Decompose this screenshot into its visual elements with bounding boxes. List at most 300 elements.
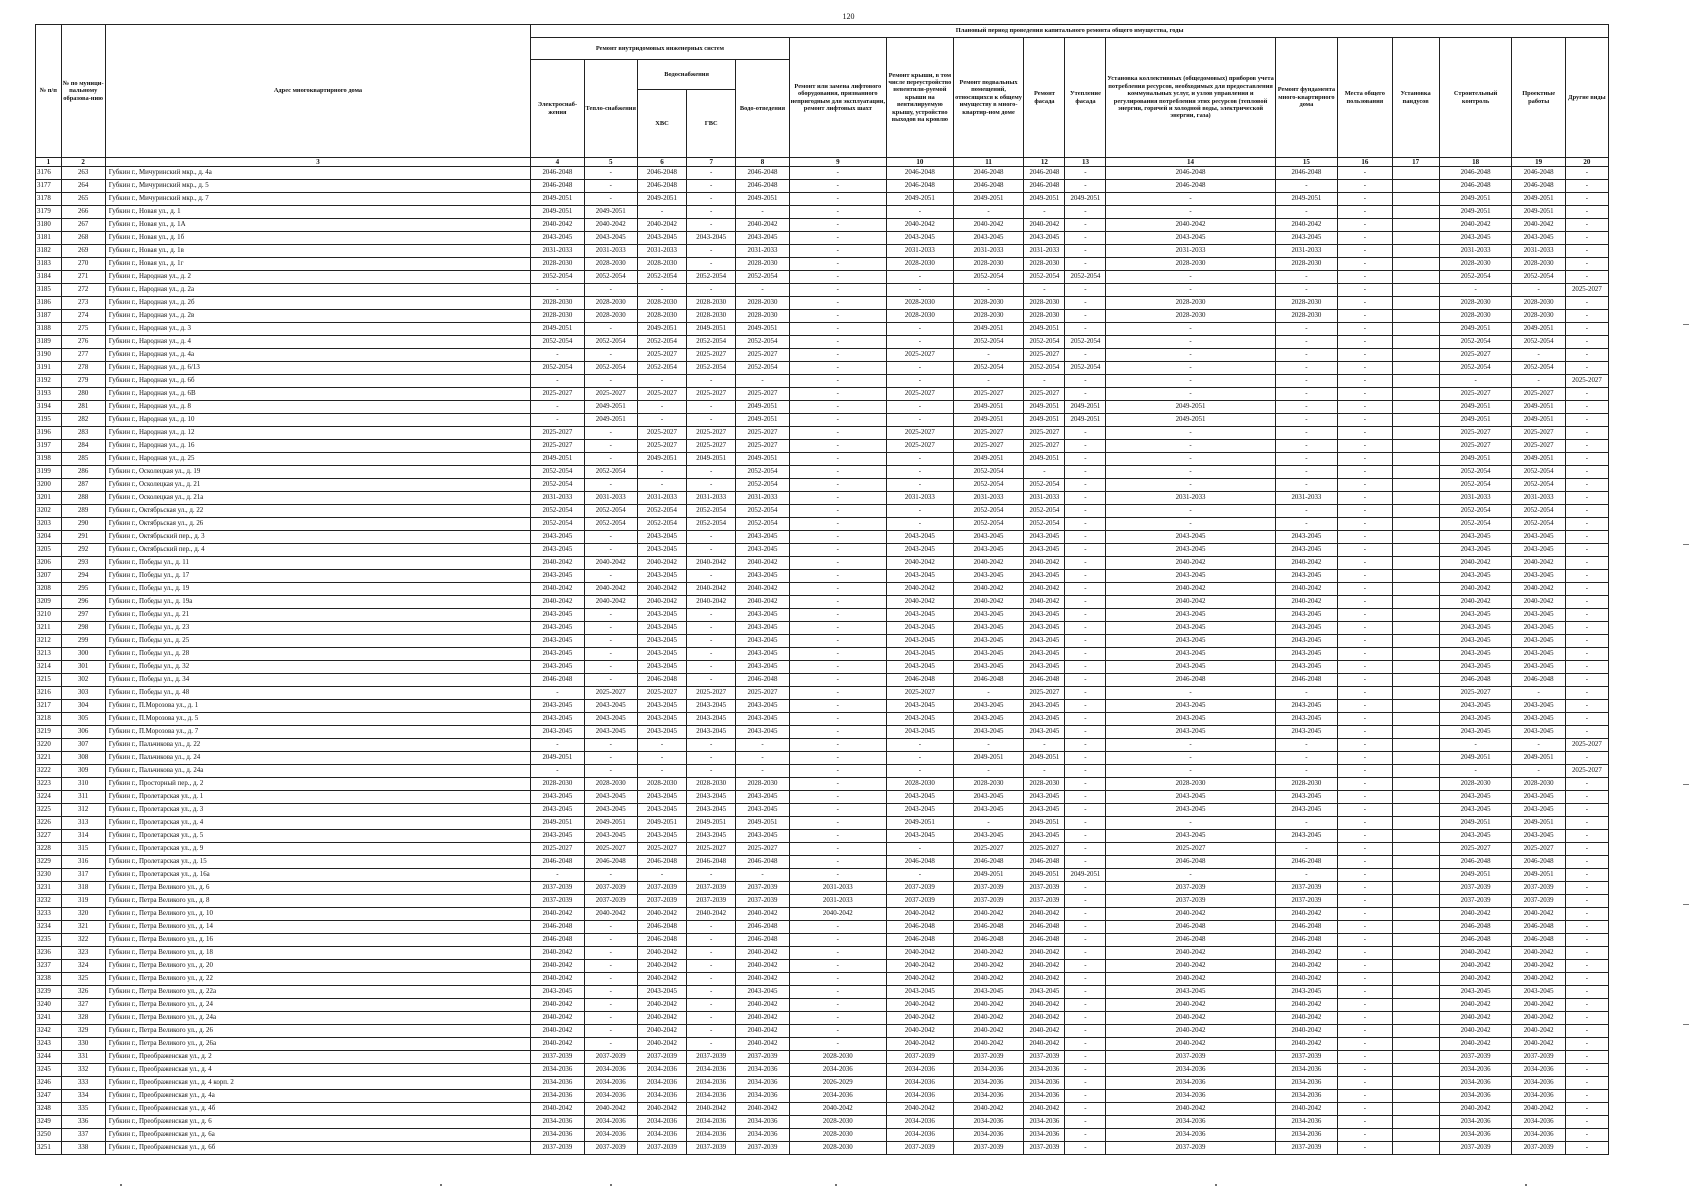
municipal-number-cell: 327 [61, 999, 105, 1012]
period-cell: 2052-2054 [584, 362, 637, 375]
period-cell: 2043-2045 [531, 830, 584, 843]
period-cell: 2025-2027 [637, 388, 686, 401]
period-cell: - [789, 271, 886, 284]
period-cell: 2040-2042 [953, 596, 1024, 609]
period-cell: 2052-2054 [1512, 362, 1565, 375]
period-cell: - [1565, 232, 1608, 245]
period-cell: 2046-2048 [1512, 856, 1565, 869]
period-cell: - [789, 804, 886, 817]
period-cell: 2025-2027 [1512, 427, 1565, 440]
period-cell: 2040-2042 [1275, 1012, 1338, 1025]
municipal-number-cell: 289 [61, 505, 105, 518]
period-cell: 2043-2045 [531, 700, 584, 713]
period-cell: 2043-2045 [531, 804, 584, 817]
table-row [36, 856, 1609, 869]
period-cell: 2037-2039 [1106, 882, 1275, 895]
row-number-cell: 3212 [36, 635, 62, 648]
period-cell: 2040-2042 [887, 583, 954, 596]
period-cell [1392, 882, 1439, 895]
period-cell: 2040-2042 [887, 999, 954, 1012]
table-body [36, 167, 1609, 1155]
address-cell: Губкин г., П.Морозова ул., д. 5 [105, 713, 531, 726]
period-cell: 2025-2027 [1024, 440, 1065, 453]
period-cell: 2052-2054 [1065, 362, 1106, 375]
period-cell: - [789, 206, 886, 219]
period-cell [1392, 1025, 1439, 1038]
period-cell: 2040-2042 [736, 583, 789, 596]
row-number-cell: 3176 [36, 167, 62, 180]
period-cell: - [1439, 739, 1512, 752]
period-cell: - [584, 479, 637, 492]
period-cell: 2052-2054 [584, 271, 637, 284]
period-cell: - [789, 362, 886, 375]
column-number: 4 [531, 158, 584, 167]
period-cell: 2034-2036 [1512, 1077, 1565, 1090]
period-cell: 2052-2054 [687, 518, 736, 531]
period-cell [1392, 765, 1439, 778]
period-cell: - [887, 505, 954, 518]
table-row [36, 700, 1609, 713]
period-cell: 2040-2042 [736, 1103, 789, 1116]
period-cell: - [584, 440, 637, 453]
period-cell: - [1565, 934, 1608, 947]
row-number-cell: 3244 [36, 1051, 62, 1064]
period-cell: 2046-2048 [887, 180, 954, 193]
period-cell: - [1565, 609, 1608, 622]
period-cell: 2025-2027 [1512, 388, 1565, 401]
period-cell: - [1338, 739, 1392, 752]
period-cell: 2040-2042 [736, 219, 789, 232]
municipal-number-cell: 305 [61, 713, 105, 726]
period-cell: - [584, 544, 637, 557]
period-cell: 2043-2045 [953, 661, 1024, 674]
period-cell: - [953, 349, 1024, 362]
period-cell: - [1565, 596, 1608, 609]
address-cell: Губкин г., Петра Великого ул., д. 16 [105, 934, 531, 947]
period-cell: 2046-2048 [953, 856, 1024, 869]
period-cell [1392, 427, 1439, 440]
period-cell: - [1565, 713, 1608, 726]
period-cell: - [1065, 531, 1106, 544]
period-cell: 2046-2048 [1275, 167, 1338, 180]
period-cell: - [789, 258, 886, 271]
period-cell [1392, 869, 1439, 882]
period-cell: 2040-2042 [1275, 999, 1338, 1012]
period-cell: 2040-2042 [1106, 1103, 1275, 1116]
period-cell: - [1565, 1038, 1608, 1051]
period-cell: 2031-2033 [1024, 492, 1065, 505]
period-cell: 2043-2045 [637, 570, 686, 583]
row-number-cell: 3215 [36, 674, 62, 687]
period-cell: - [584, 323, 637, 336]
period-cell: 2043-2045 [1024, 726, 1065, 739]
row-number-cell: 3237 [36, 960, 62, 973]
period-cell: - [531, 869, 584, 882]
municipal-number-cell: 294 [61, 570, 105, 583]
period-cell: 2031-2033 [1024, 245, 1065, 258]
period-cell: - [1565, 973, 1608, 986]
period-cell: 2040-2042 [953, 583, 1024, 596]
period-cell: 2040-2042 [531, 908, 584, 921]
period-cell: 2028-2030 [1439, 310, 1512, 323]
period-cell: - [584, 661, 637, 674]
period-cell: 2043-2045 [637, 648, 686, 661]
period-cell: 2043-2045 [1024, 830, 1065, 843]
period-cell: 2046-2048 [736, 921, 789, 934]
period-cell: - [789, 713, 886, 726]
municipal-number-cell: 307 [61, 739, 105, 752]
column-number: 1 [36, 158, 62, 167]
period-cell: - [1065, 947, 1106, 960]
period-cell: - [1024, 206, 1065, 219]
period-cell: 2043-2045 [887, 531, 954, 544]
period-cell: 2040-2042 [584, 219, 637, 232]
period-cell: 2040-2042 [584, 583, 637, 596]
period-cell: 2043-2045 [736, 648, 789, 661]
row-number-cell: 3205 [36, 544, 62, 557]
period-cell: - [1338, 856, 1392, 869]
period-cell: - [1565, 635, 1608, 648]
header-facade: Ремонт фасада [1024, 38, 1065, 158]
row-number-cell: 3201 [36, 492, 62, 505]
period-cell: - [1065, 986, 1106, 999]
period-cell: 2037-2039 [736, 882, 789, 895]
period-cell: - [1338, 1012, 1392, 1025]
period-cell: - [584, 1025, 637, 1038]
period-cell: 2025-2027 [1439, 349, 1512, 362]
header-construction-control: Строительный контроль [1439, 38, 1512, 158]
period-cell: - [687, 193, 736, 206]
period-cell: 2043-2045 [953, 830, 1024, 843]
period-cell: 2043-2045 [953, 232, 1024, 245]
period-cell: - [687, 986, 736, 999]
period-cell: - [1106, 479, 1275, 492]
period-cell: 2031-2033 [637, 245, 686, 258]
municipal-number-cell: 276 [61, 336, 105, 349]
period-cell: - [1338, 635, 1392, 648]
period-cell: 2046-2048 [1439, 180, 1512, 193]
period-cell: 2052-2054 [531, 479, 584, 492]
period-cell: 2034-2036 [1106, 1064, 1275, 1077]
period-cell: 2043-2045 [1439, 986, 1512, 999]
municipal-number-cell: 269 [61, 245, 105, 258]
period-cell: 2031-2033 [584, 492, 637, 505]
period-cell: 2052-2054 [953, 271, 1024, 284]
period-cell: - [687, 544, 736, 557]
period-cell: - [637, 284, 686, 297]
table-row [36, 960, 1609, 973]
period-cell: 2049-2051 [953, 193, 1024, 206]
period-cell: 2046-2048 [953, 674, 1024, 687]
address-cell: Губкин г., Победы ул., д. 28 [105, 648, 531, 661]
table-row [36, 986, 1609, 999]
row-number-cell: 3184 [36, 271, 62, 284]
municipal-number-cell: 328 [61, 1012, 105, 1025]
period-cell: 2052-2054 [953, 505, 1024, 518]
period-cell: 2040-2042 [887, 908, 954, 921]
address-cell: Губкин г., Народная ул., д. 3 [105, 323, 531, 336]
period-cell: 2049-2051 [953, 323, 1024, 336]
period-cell: 2043-2045 [736, 531, 789, 544]
period-cell: 2028-2030 [1439, 297, 1512, 310]
table-row [36, 232, 1609, 245]
period-cell: 2049-2051 [687, 323, 736, 336]
period-cell: 2040-2042 [1439, 908, 1512, 921]
period-cell: 2040-2042 [887, 1025, 954, 1038]
period-cell: - [1338, 674, 1392, 687]
period-cell: 2040-2042 [531, 219, 584, 232]
period-cell: - [789, 518, 886, 531]
period-cell: 2031-2033 [1275, 245, 1338, 258]
period-cell: - [687, 258, 736, 271]
table-row [36, 817, 1609, 830]
period-cell: - [789, 440, 886, 453]
period-cell: 2028-2030 [637, 297, 686, 310]
column-number: 16 [1338, 158, 1392, 167]
period-cell: - [1565, 791, 1608, 804]
period-cell: - [1338, 713, 1392, 726]
period-cell: 2037-2039 [531, 1051, 584, 1064]
period-cell: 2025-2027 [637, 440, 686, 453]
period-cell: 2037-2039 [953, 882, 1024, 895]
period-cell: 2052-2054 [531, 362, 584, 375]
row-number-cell: 3251 [36, 1142, 62, 1155]
period-cell: 2046-2048 [953, 167, 1024, 180]
period-cell: 2040-2042 [1024, 973, 1065, 986]
period-cell: 2040-2042 [736, 960, 789, 973]
period-cell: 2040-2042 [1439, 947, 1512, 960]
period-cell: - [584, 739, 637, 752]
table-row [36, 778, 1609, 791]
period-cell: - [687, 765, 736, 778]
period-cell: 2052-2054 [637, 505, 686, 518]
period-cell: 2043-2045 [1512, 544, 1565, 557]
period-cell: 2028-2030 [637, 778, 686, 791]
table-row [36, 492, 1609, 505]
period-cell: 2043-2045 [887, 635, 954, 648]
period-cell: 2040-2042 [887, 596, 954, 609]
address-cell: Губкин г., Победы ул., д. 19 [105, 583, 531, 596]
municipal-number-cell: 299 [61, 635, 105, 648]
period-cell: - [1565, 1142, 1608, 1155]
address-cell: Губкин г., Новая ул., д. 1б [105, 232, 531, 245]
table-row [36, 193, 1609, 206]
period-cell: - [1512, 349, 1565, 362]
address-cell: Губкин г., Осколецкая ул., д. 21 [105, 479, 531, 492]
period-cell: - [1065, 1051, 1106, 1064]
period-cell [1392, 505, 1439, 518]
period-cell: 2037-2039 [1439, 895, 1512, 908]
period-cell: 2034-2036 [1024, 1116, 1065, 1129]
period-cell: - [584, 648, 637, 661]
table-row [36, 440, 1609, 453]
row-number-cell: 3199 [36, 466, 62, 479]
column-number: 8 [736, 158, 789, 167]
period-cell: 2043-2045 [887, 544, 954, 557]
period-cell: 2040-2042 [1512, 219, 1565, 232]
period-cell: 2049-2051 [1065, 401, 1106, 414]
period-cell: 2028-2030 [1275, 778, 1338, 791]
period-cell [1392, 297, 1439, 310]
period-cell: 2034-2036 [1106, 1116, 1275, 1129]
period-cell: 2046-2048 [1024, 167, 1065, 180]
period-cell: 2025-2027 [1024, 349, 1065, 362]
period-cell: - [789, 466, 886, 479]
address-cell: Губкин г., Победы ул., д. 19а [105, 596, 531, 609]
period-cell: 2034-2036 [531, 1090, 584, 1103]
period-cell: 2031-2033 [637, 492, 686, 505]
period-cell: 2052-2054 [736, 518, 789, 531]
period-cell: 2046-2048 [637, 934, 686, 947]
period-cell: 2028-2030 [531, 310, 584, 323]
period-cell: 2034-2036 [953, 1064, 1024, 1077]
table-row [36, 596, 1609, 609]
period-cell: 2049-2051 [1024, 869, 1065, 882]
period-cell: - [1024, 375, 1065, 388]
period-cell: - [1275, 180, 1338, 193]
period-cell: 2028-2030 [887, 297, 954, 310]
address-cell: Губкин г., Преображенская ул., д. 4а [105, 1090, 531, 1103]
period-cell: 2025-2027 [687, 388, 736, 401]
period-cell: 2034-2036 [1106, 1077, 1275, 1090]
period-cell: 2043-2045 [584, 726, 637, 739]
row-number-cell: 3186 [36, 297, 62, 310]
period-cell: 2040-2042 [637, 557, 686, 570]
period-cell: - [687, 245, 736, 258]
period-cell [1392, 934, 1439, 947]
period-cell: - [1065, 180, 1106, 193]
row-number-cell: 3234 [36, 921, 62, 934]
period-cell: 2043-2045 [1024, 531, 1065, 544]
period-cell: - [687, 479, 736, 492]
period-cell: 2025-2027 [736, 427, 789, 440]
period-cell: 2040-2042 [736, 973, 789, 986]
address-cell: Губкин г., Новая ул., д. 1в [105, 245, 531, 258]
row-number-cell: 3183 [36, 258, 62, 271]
table-row [36, 830, 1609, 843]
municipal-number-cell: 286 [61, 466, 105, 479]
period-cell: 2037-2039 [1439, 1051, 1512, 1064]
period-cell: 2043-2045 [1439, 661, 1512, 674]
municipal-number-cell: 314 [61, 830, 105, 843]
period-cell: 2040-2042 [953, 908, 1024, 921]
table-row [36, 544, 1609, 557]
column-number: 13 [1065, 158, 1106, 167]
table-row [36, 999, 1609, 1012]
period-cell: 2040-2042 [1275, 908, 1338, 921]
period-cell: - [637, 206, 686, 219]
period-cell: 2049-2051 [1439, 869, 1512, 882]
column-number: 18 [1439, 158, 1512, 167]
period-cell: - [687, 570, 736, 583]
address-cell: Губкин г., Победы ул., д. 21 [105, 609, 531, 622]
address-cell: Губкин г., Петра Великого ул., д. 26а [105, 1038, 531, 1051]
period-cell: 2049-2051 [1065, 193, 1106, 206]
table-row [36, 947, 1609, 960]
address-cell: Губкин г., Петра Великого ул., д. 8 [105, 895, 531, 908]
period-cell: 2046-2048 [1024, 856, 1065, 869]
period-cell: 2052-2054 [1439, 479, 1512, 492]
period-cell: - [789, 726, 886, 739]
period-cell: 2043-2045 [1512, 830, 1565, 843]
period-cell: 2037-2039 [687, 1051, 736, 1064]
period-cell: - [1565, 414, 1608, 427]
period-cell: 2028-2030 [953, 297, 1024, 310]
period-cell: - [1106, 518, 1275, 531]
period-cell: 2043-2045 [1275, 531, 1338, 544]
address-cell: Губкин г., Мичуринский мкр., д. 7 [105, 193, 531, 206]
period-cell: 2043-2045 [1024, 804, 1065, 817]
period-cell: - [1106, 193, 1275, 206]
period-cell: - [687, 531, 736, 544]
period-cell: 2040-2042 [1275, 1103, 1338, 1116]
municipal-number-cell: 284 [61, 440, 105, 453]
period-cell [1392, 258, 1439, 271]
period-cell: 2040-2042 [887, 557, 954, 570]
period-cell: 2025-2027 [687, 843, 736, 856]
period-cell: 2052-2054 [1512, 479, 1565, 492]
row-number-cell: 3208 [36, 583, 62, 596]
period-cell: 2043-2045 [584, 700, 637, 713]
table-row [36, 1064, 1609, 1077]
municipal-number-cell: 280 [61, 388, 105, 401]
row-number-cell: 3223 [36, 778, 62, 791]
period-cell [1392, 726, 1439, 739]
period-cell: 2046-2048 [1024, 180, 1065, 193]
period-cell: 2043-2045 [1275, 544, 1338, 557]
period-cell: 2043-2045 [1024, 700, 1065, 713]
address-cell: Губкин г., Победы ул., д. 23 [105, 622, 531, 635]
period-cell: 2046-2048 [1512, 167, 1565, 180]
address-cell: Губкин г., Победы ул., д. 32 [105, 661, 531, 674]
period-cell: 2043-2045 [1024, 791, 1065, 804]
period-cell [1392, 830, 1439, 843]
period-cell: - [789, 596, 886, 609]
period-cell: 2040-2042 [1106, 999, 1275, 1012]
period-cell [1392, 960, 1439, 973]
period-cell: - [887, 284, 954, 297]
period-cell: - [887, 453, 954, 466]
period-cell: 2043-2045 [1275, 726, 1338, 739]
period-cell: 2040-2042 [1024, 1038, 1065, 1051]
period-cell: 2040-2042 [1106, 960, 1275, 973]
period-cell: - [1106, 271, 1275, 284]
period-cell: 2028-2030 [1512, 258, 1565, 271]
period-cell: - [1338, 921, 1392, 934]
period-cell: - [1338, 544, 1392, 557]
period-cell: 2052-2054 [736, 466, 789, 479]
period-cell: 2040-2042 [1512, 999, 1565, 1012]
row-number-cell: 3190 [36, 349, 62, 362]
period-cell: - [1065, 817, 1106, 830]
period-cell: 2049-2051 [1024, 817, 1065, 830]
period-cell: - [584, 349, 637, 362]
municipal-number-cell: 321 [61, 921, 105, 934]
row-number-cell: 3229 [36, 856, 62, 869]
period-cell: 2049-2051 [531, 453, 584, 466]
period-cell: - [1565, 466, 1608, 479]
period-cell: - [789, 661, 886, 674]
address-cell: Губкин г., Октябрьская ул., д. 22 [105, 505, 531, 518]
municipal-number-cell: 316 [61, 856, 105, 869]
period-cell: 2043-2045 [1275, 622, 1338, 635]
period-cell: - [1065, 622, 1106, 635]
period-cell: - [1065, 882, 1106, 895]
period-cell: - [887, 206, 954, 219]
address-cell: Губкин г., Октябрьский пер., д. 3 [105, 531, 531, 544]
period-cell: - [1338, 999, 1392, 1012]
period-cell: 2040-2042 [531, 583, 584, 596]
